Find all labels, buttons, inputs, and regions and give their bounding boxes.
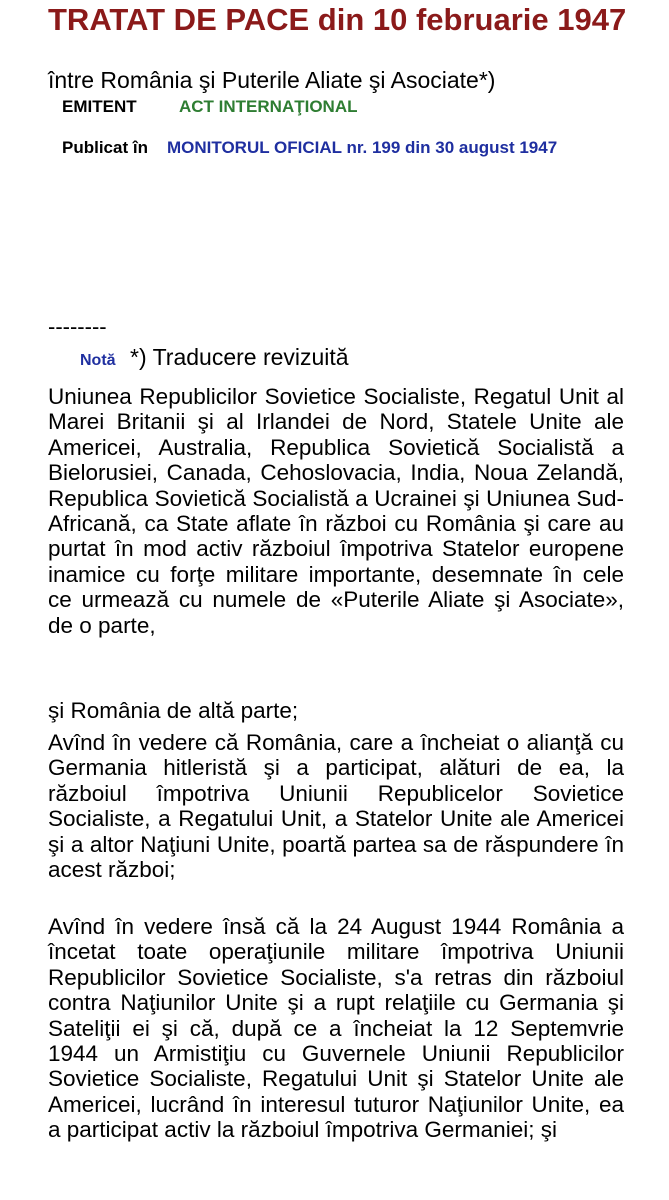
paragraph-romania: şi România de altă parte; [48,698,299,723]
paragraph-armistice: Avînd în vedere însă că la 24 August 1944 România a încetat toate operaţiunile militare împotriva Uniunii Republicilor Sovietice Socialiste, s'a retras din războiul contra Naţiunilor Unite şi a rupt relaţiile cu Germania şi Sateliţii ei şi că, după ce a încheiat la 12 Septemvrie 1944 un Armistiţiu cu Guvernele Uniunii Republicilor Sovietice Socialiste, Regatului Unit şi Statelor Unite ale Americei, lucrând în interesul tuturor Naţiunilor Unite, ea a participat activ la războiul împotriva Germaniei; şi [48,914,624,1143]
note-text: *) Traducere revizuită [130,344,349,370]
publicat-label: Publicat în [62,138,148,157]
document-title: TRATAT DE PACE din 10 februarie 1947 [48,2,627,37]
publicat-value[interactable]: MONITORUL OFICIAL nr. 199 din 30 august 1947 [167,138,558,157]
emitent-value: ACT INTERNAŢIONAL [179,97,358,116]
paragraph-parties: Uniunea Republicilor Sovietice Socialiste, Regatul Unit al Marei Britanii şi al Irlandei de Nord, Statele Unite ale Americei, Australia, Republica Sovietică Socialistă a Bielorusiei, Canada, Cehoslovacia, India, Noua Zelandă, Republica Sovietică Socialistă a Ucrainei şi Uniunea Sud-Africană, ca State aflate în război cu România şi care au purtat în mod activ războiul împotriva Statelor europene inamice cu forţe militare importante, desemnate în cele ce urmează cu numele de «Puterile Aliate şi Asociate», de o parte, [48,384,624,638]
emitent-label: EMITENT [62,97,137,116]
note-label: Notă [80,352,116,369]
separator: -------- [48,314,107,339]
document-subtitle: între România şi Puterile Aliate şi Asociate*) [48,67,496,93]
paragraph-responsibility: Avînd în vedere că România, care a încheiat o alianţă cu Germania hitleristă şi a participat, alături de ea, la războiul împotriva Uniunii Republicelor Sovietice Socialiste, a Regatului Unit, a Statelor Unite ale Americei şi a altor Naţiuni Unite, poartă partea sa de răspundere în acest război; [48,730,624,883]
